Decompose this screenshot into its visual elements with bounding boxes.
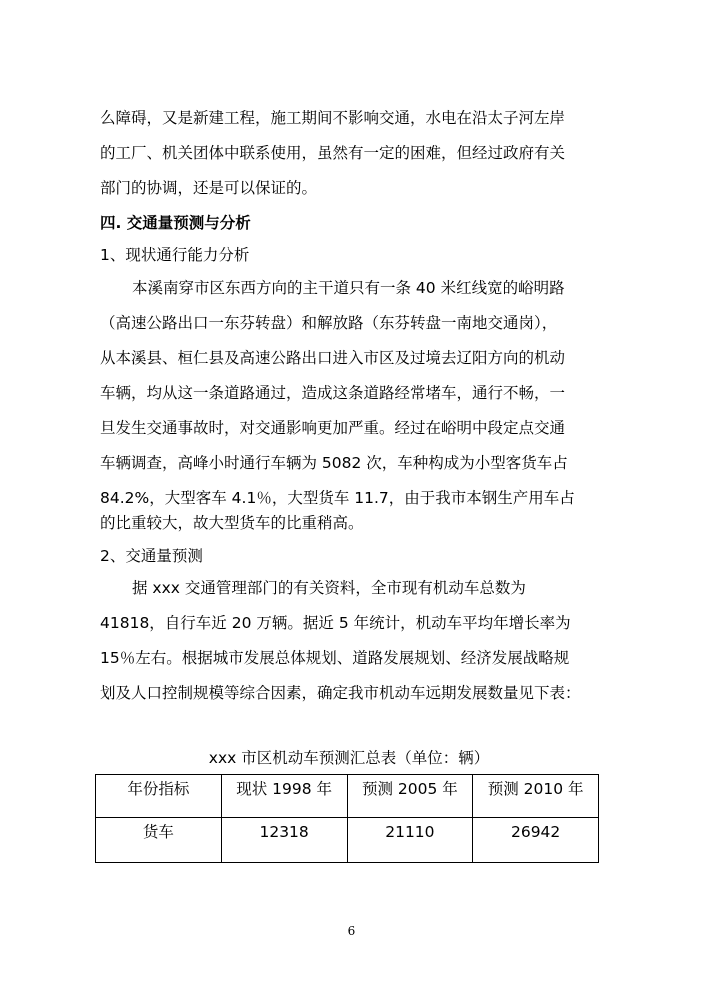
table-caption: xxx 市区机动车预测汇总表（单位：辆） xyxy=(208,749,490,767)
table-row xyxy=(96,818,599,863)
section-heading: 四. 交通量预测与分析 xyxy=(100,214,251,232)
paragraph-line: 部门的协调，还是可以保证的。 xyxy=(100,179,318,197)
page-number: 6 xyxy=(347,924,356,938)
table-cell: 26942 xyxy=(473,818,599,863)
paragraph-line: 本溪南穿市区东西方向的主干道只有一条 40 米红线宽的峪明路 xyxy=(132,279,565,297)
header-cell: 现状 1998 年 xyxy=(221,775,347,818)
table-cell: 货车 xyxy=(96,818,222,863)
paragraph-line: 41818，自行车近 20 万辆。据近 5 年统计，机动车平均年增长率为 xyxy=(100,614,571,632)
table-header-row xyxy=(96,775,599,818)
paragraph-line: 84.2%，大型客车 4.1％，大型货车 11.7，由于我市本钢生产用车占 xyxy=(100,489,575,507)
paragraph-line: （高速公路出口一东芬转盘）和解放路（东芬转盘一南地交通岗）， xyxy=(100,314,558,332)
paragraph-line: 的比重较大，故大型货车的比重稍高。 xyxy=(100,514,364,532)
table-cell: 21110 xyxy=(347,818,473,863)
header-cell: 预测 2005 年 xyxy=(347,775,473,818)
vehicle-forecast-table xyxy=(95,774,599,863)
table-cell: 12318 xyxy=(221,818,347,863)
paragraph-line: 据 xxx 交通管理部门的有关资料，全市现有机动车总数为 xyxy=(132,579,526,597)
paragraph-line: 车辆，均从这一条道路通过，造成这条道路经常堵车，通行不畅，一 xyxy=(100,384,566,402)
header-cell: 预测 2010 年 xyxy=(473,775,599,818)
paragraph-line: 旦发生交通事故时，对交通影响更加严重。经过在峪明中段定点交通 xyxy=(100,419,566,437)
paragraph-line: 么障碍，又是新建工程，施工期间不影响交通，水电在沿太子河左岸 xyxy=(100,109,566,127)
paragraph-line: 15％左右。根据城市发展总体规划、道路发展规划、经济发展战略规 xyxy=(100,649,570,667)
header-cell: 年份指标 xyxy=(96,775,222,818)
subsection-heading: 1、现状通行能力分析 xyxy=(100,246,250,264)
paragraph-line: 车辆调查，高峰小时通行车辆为 5082 次，车种构成为小型客货车占 xyxy=(100,454,568,472)
paragraph-line: 的工厂、机关团体中联系使用，虽然有一定的困难，但经过政府有关 xyxy=(100,144,566,162)
subsection-heading: 2、交通量预测 xyxy=(100,547,203,565)
paragraph-line: 划及人口控制规模等综合因素，确定我市机动车远期发展数量见下表： xyxy=(100,684,581,702)
paragraph-line: 从本溪县、桓仁县及高速公路出口进入市区及过境去辽阳方向的机动 xyxy=(100,349,566,367)
